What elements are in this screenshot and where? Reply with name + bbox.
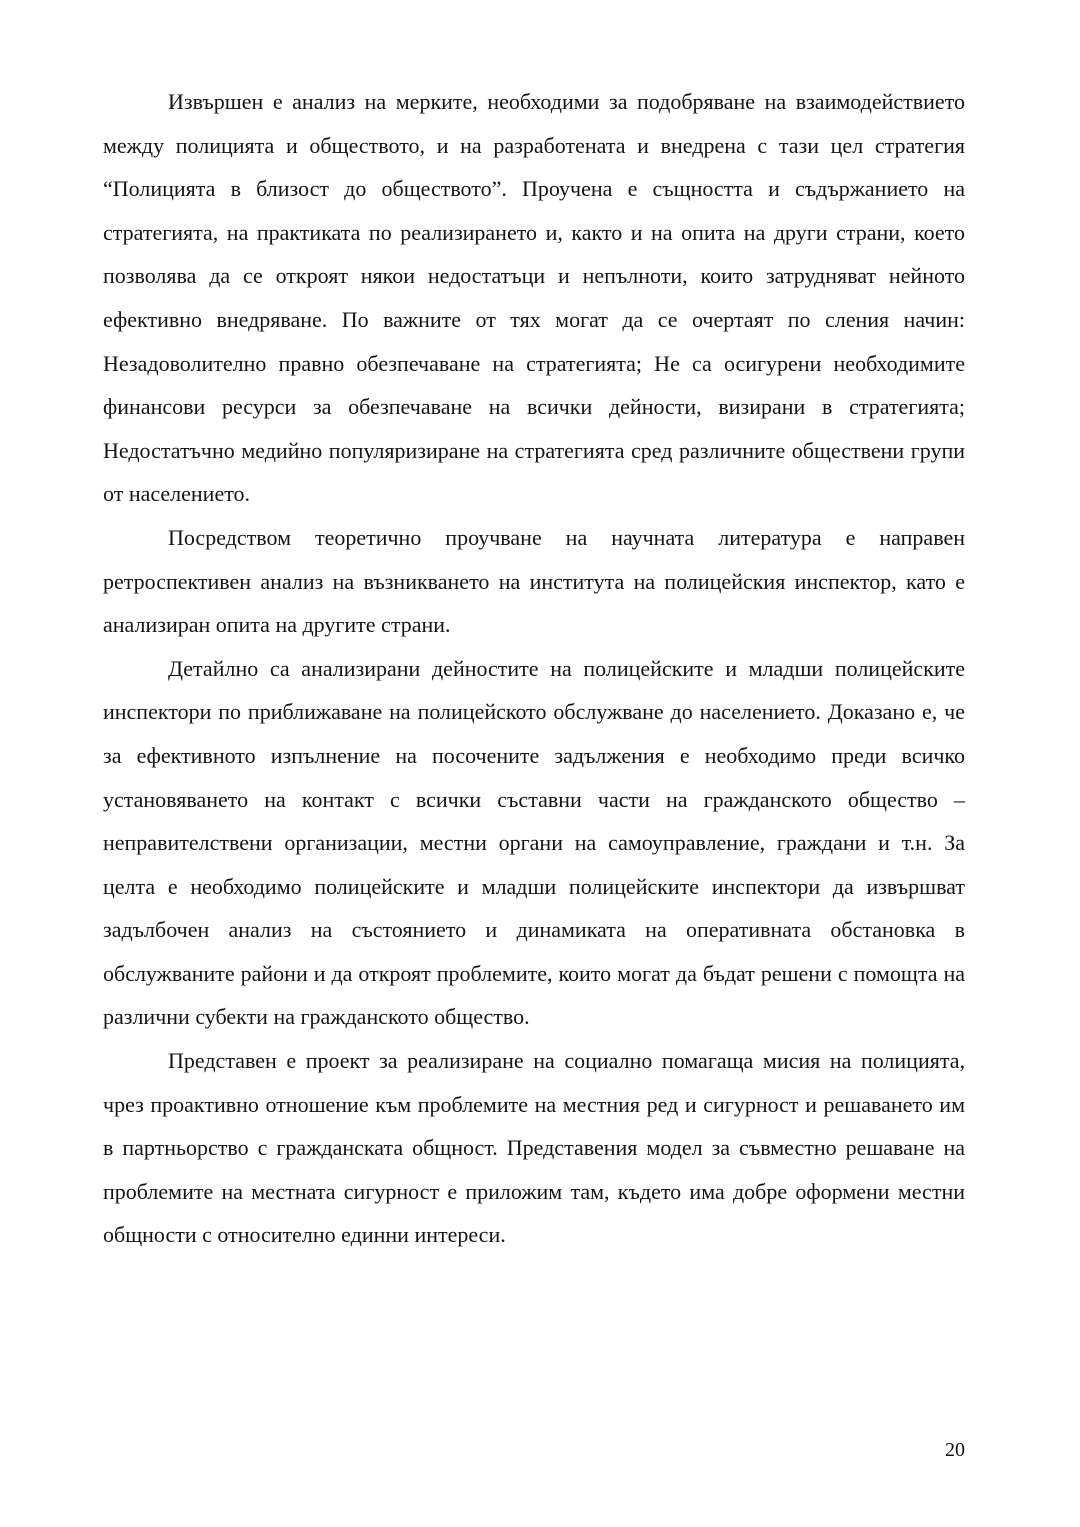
paragraph-3: Детайлно са анализирани дейностите на полицейските и младши полицейските инспектори по приближаване на полицейското обслужване до населението. Доказано е, че за ефективното изпълнение на посочените задължения е необходимо преди всичко установяването на контакт с всички съставни части на гражданското общество – неправителствени организации, местни органи на самоуправление, граждани и т.н. За целта е необходимо полицейските и младши полицейските инспектори да извършват задълбочен анализ на състоянието и динамиката на оперативната обстановка в обслужваните райони и да откроят проблемите, които могат да бъдат решени с помощта на различни субекти на гражданското общество. [103,655,965,1030]
page-number: 20 [945,1439,965,1461]
document-body [103,80,965,1257]
paragraph-4: Представен е проект за реализиране на социално помагаща мисия на полицията, чрез проактивно отношение към проблемите на местния ред и сигурност и решаването им в партньорство с гражданската общност. Представения модел за съвместно решаване на проблемите на местната сигурност е приложим там, където има добре оформени местни общности с относително единни интереси. [103,1048,965,1248]
paragraph-2: Посредством теоретично проучване на научната литература е направен ретроспективен анализ на възникването на института на полицейския инспектор, като е анализиран опита на другите страни. [103,524,965,638]
paragraph-1: Извършен е анализ на мерките, необходими за подобряване на взаимодействието между полицията и обществото, и на разработената и внедрена с тази цел стратегия “Полицията в близост до обществото”. Проучена е същността и съдържанието на стратегията, на практиката по реализирането и, както и на опита на други страни, което позволява да се откроят някои недостатъци и непълноти, които затрудняват нейното ефективно внедряване. По важните от тях могат да се очертаят по сления начин: Незадоволително правно обезпечаване на стратегията; Не са осигурени необходимите финансови ресурси за обезпечаване на всички дейности, визирани в стратегията; Недостатъчно медийно популяризиране на стратегията сред различните обществени групи от населението. [103,89,965,507]
